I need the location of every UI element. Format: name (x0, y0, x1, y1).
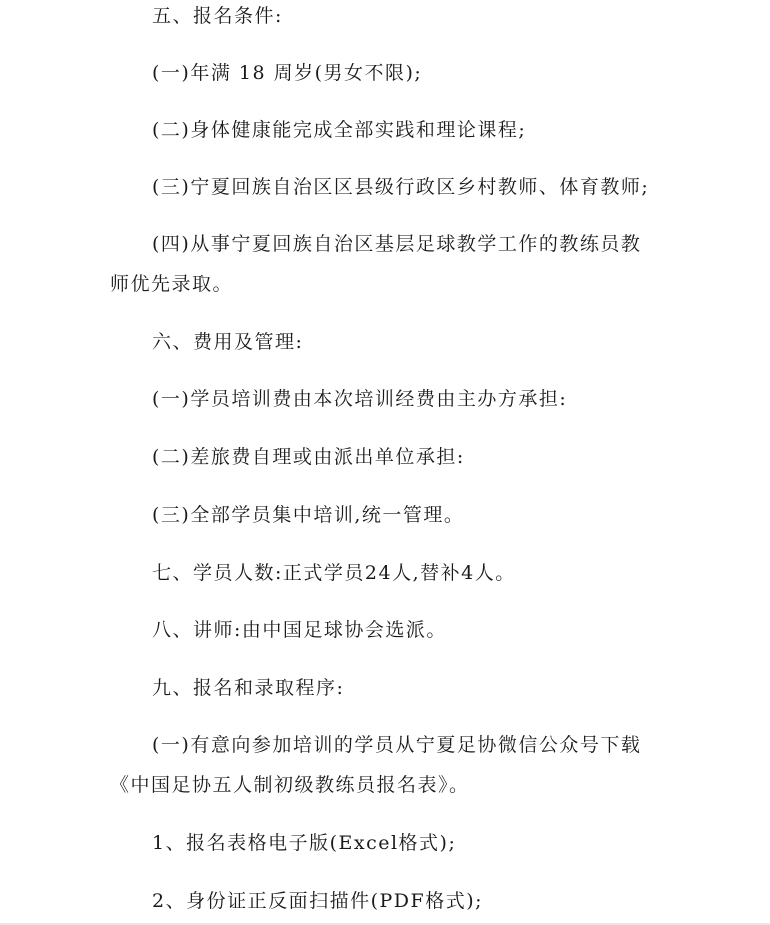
section-7-heading: 七、学员人数:正式学员24人,替补4人。 (152, 562, 516, 584)
condition-item-3: (三)宁夏回族自治区区县级行政区乡村教师、体育教师; (152, 176, 650, 198)
fee-item-1: (一)学员培训费由本次培训经费由主办方承担: (152, 388, 568, 410)
procedure-subitem-1: 1、报名表格电子版(Excel格式); (152, 832, 457, 854)
section-6-heading: 六、费用及管理: (152, 331, 304, 353)
condition-item-2: (二)身体健康能完成全部实践和理论课程; (152, 119, 527, 141)
section-9-heading: 九、报名和录取程序: (152, 677, 345, 699)
condition-item-4: (四)从事宁夏回族自治区基层足球教学工作的教练员教 (152, 233, 642, 255)
condition-item-4-cont: 师优先录取。 (110, 273, 234, 295)
fee-item-2: (二)差旅费自理或由派出单位承担: (152, 446, 465, 468)
procedure-item-1-cont: 《中国足协五人制初级教练员报名表》。 (110, 774, 470, 796)
section-5-heading: 五、报名条件: (152, 5, 283, 27)
section-8-heading: 八、讲师:由中国足球协会选派。 (152, 619, 447, 641)
condition-item-1: (一)年满 18 周岁(男女不限); (152, 62, 423, 84)
procedure-subitem-2: 2、身份证正反面扫描件(PDF格式); (152, 890, 484, 912)
procedure-item-1: (一)有意向参加培训的学员从宁夏足协微信公众号下载 (152, 734, 642, 756)
fee-item-3: (三)全部学员集中培训,统一管理。 (152, 504, 465, 526)
